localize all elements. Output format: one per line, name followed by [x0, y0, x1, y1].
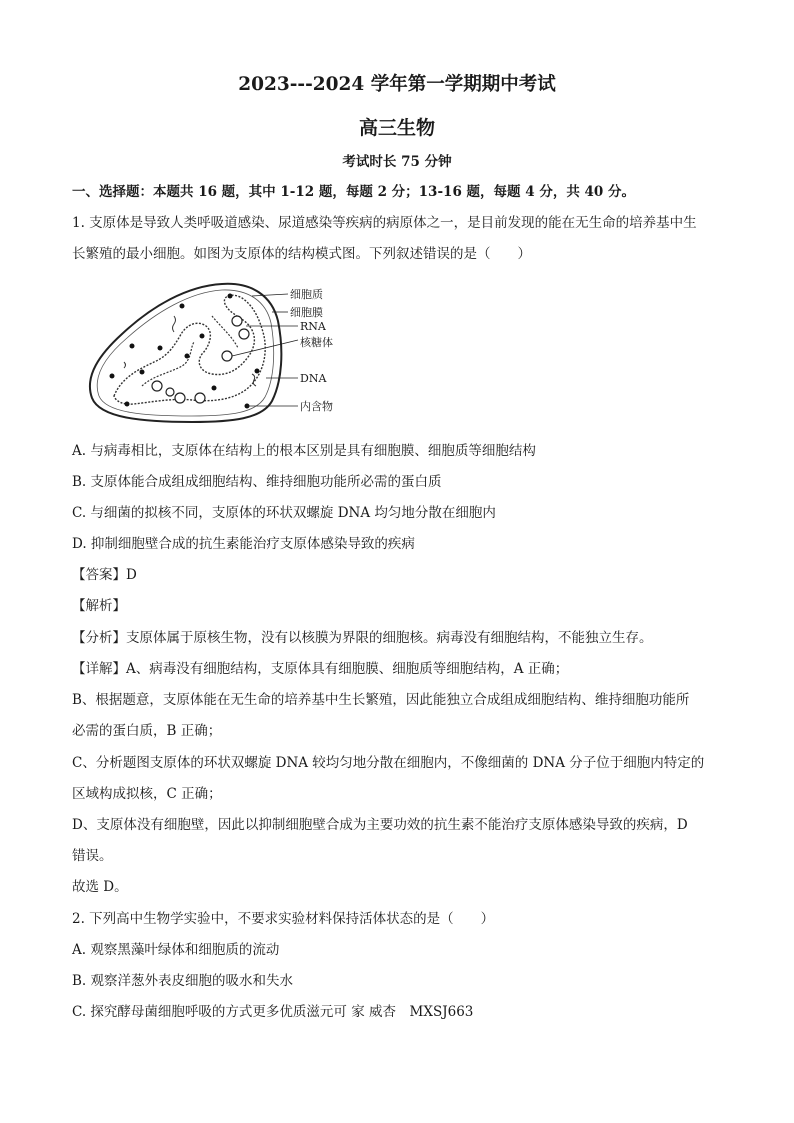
- ribosome: [232, 316, 242, 326]
- ribosome: [152, 381, 162, 391]
- q2-option-a: A. 观察黑藻叶绿体和细胞质的流动: [72, 942, 280, 958]
- label-ribosome: 核糖体: [300, 336, 333, 349]
- inclusion-dot: [255, 369, 260, 374]
- q1-detail-d2: 错误。: [72, 848, 113, 864]
- inclusion-dot: [228, 294, 233, 299]
- q2-stem: 2. 下列高中生物学实验中，不要求实验材料保持活体状态的是（ ）: [72, 911, 495, 927]
- ribosome: [175, 393, 185, 403]
- q1-detail-a: 【详解】A、病毒没有细胞结构，支原体具有细胞膜、细胞质等细胞结构，A 正确；: [72, 661, 569, 677]
- q1-option-a: A. 与病毒相比，支原体在结构上的根本区别是具有细胞膜、细胞质等细胞结构: [72, 443, 536, 459]
- q1-detail-b2: 必需的蛋白质，B 正确；: [72, 723, 222, 739]
- inclusion-dot: [200, 334, 205, 339]
- q1-analysis-tag: 【解析】: [72, 598, 126, 614]
- inclusion-dot: [130, 344, 135, 349]
- label-dna: DNA: [300, 372, 327, 385]
- inclusion-dot: [212, 386, 217, 391]
- rna-strand: [124, 362, 126, 368]
- q1-stem-line1: 1. 支原体是导致人类呼吸道感染、尿道感染等疾病的病原体之一，是目前发现的能在无生命的培养基中生: [72, 215, 697, 231]
- inclusion-dot: [185, 354, 190, 359]
- q1-detail-c2: 区域构成拟核，C 正确；: [72, 786, 222, 802]
- q1-detail-d1: D、支原体没有细胞壁，因此以抑制细胞壁合成为主要功效的抗生素不能治疗支原体感染导致的疾病，D: [72, 817, 688, 833]
- section-heading: 一、选择题：本题共 16 题，其中 1-12 题，每题 2 分；13-16 题，每题 4 分，共 40 分。: [72, 184, 636, 200]
- label-inclusion: 内含物: [300, 400, 333, 413]
- subject-title: 高三生物: [358, 117, 435, 139]
- rna-strand: [173, 316, 176, 332]
- inclusion-dot: [125, 402, 130, 407]
- inclusion-dot: [110, 374, 115, 379]
- q1-analysis: 【分析】支原体属于原核生物，没有以核膜为界限的细胞核。病毒没有细胞结构，不能独立生存。: [72, 630, 653, 646]
- q1-conclusion: 故选 D。: [72, 879, 128, 895]
- label-rna: RNA: [300, 320, 326, 333]
- q1-option-d: D. 抑制细胞壁合成的抗生素能治疗支原体感染导致的疾病: [72, 536, 415, 552]
- ribosome: [166, 388, 174, 396]
- q1-answer: 【答案】D: [72, 567, 137, 583]
- q2-option-b: B. 观察洋葱外表皮细胞的吸水和失水: [72, 973, 294, 989]
- q1-option-b: B. 支原体能合成组成细胞结构、维持细胞功能所必需的蛋白质: [72, 474, 442, 490]
- q1-stem-line2: 长繁殖的最小细胞。如图为支原体的结构模式图。下列叙述错误的是（ ）: [72, 246, 531, 262]
- mycoplasma-diagram: [82, 276, 362, 426]
- label-cytoplasm: 细胞质: [290, 288, 323, 301]
- inclusion-dot: [140, 370, 145, 375]
- exam-duration: 考试时长 75 分钟: [342, 154, 452, 170]
- inclusion-dot: [158, 346, 163, 351]
- q1-detail-c1: C、分析题图支原体的环状双螺旋 DNA 较均匀地分散在细胞内，不像细菌的 DNA 分子位于细胞内特定的: [72, 755, 705, 771]
- ribosome: [195, 393, 205, 403]
- q1-detail-b1: B、根据题意，支原体能在无生命的培养基中生长繁殖，因此能独立合成组成细胞结构、维持细胞功能所: [72, 692, 690, 708]
- q1-option-c: C. 与细菌的拟核不同，支原体的环状双螺旋 DNA 均匀地分散在细胞内: [72, 505, 496, 521]
- dna-strand: [114, 295, 265, 404]
- page-title: 2023---2024 学年第一学期期中考试: [238, 74, 556, 95]
- ribosome: [239, 329, 249, 339]
- inclusion-dot: [180, 304, 185, 309]
- ribosome: [222, 351, 232, 361]
- q2-option-c: C. 探究酵母菌细胞呼吸的方式更多优质滋元可 家 威杏 MXSJ663: [72, 1004, 474, 1020]
- dna-strand-inner: [142, 316, 238, 386]
- label-membrane: 细胞膜: [290, 306, 323, 319]
